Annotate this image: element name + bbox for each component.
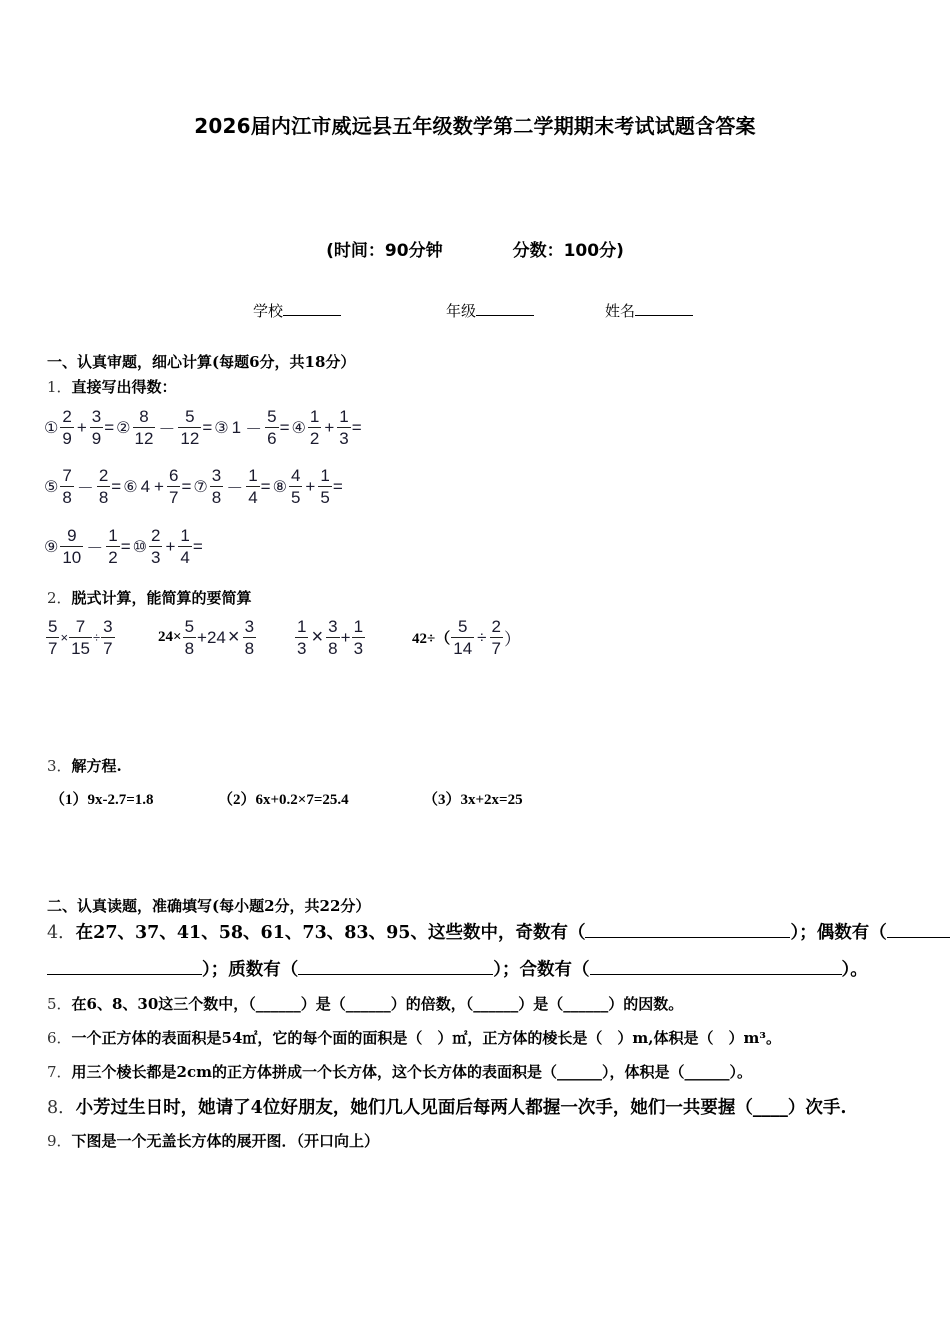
exam-time: (时间：90分钟 <box>326 241 443 261</box>
fraction: $\frac{5}{14}$ <box>453 617 473 658</box>
question-text: ）。 <box>841 960 868 980</box>
fraction: $\frac{1}{2}$ <box>108 526 118 567</box>
fraction: $\frac{5}{8}$ <box>184 617 195 658</box>
q1-item-1 <box>44 408 114 447</box>
question-number: 2． <box>47 589 72 607</box>
operator: + <box>76 417 87 437</box>
fraction: $\frac{2}{9}$ <box>62 407 72 448</box>
equals: = <box>260 476 271 496</box>
question-3 <box>47 755 122 776</box>
equals: = <box>279 417 290 437</box>
fraction: $\frac{3}{8}$ <box>244 617 255 658</box>
exam-meta <box>0 236 950 261</box>
question-text: ）；偶数有（ <box>790 923 887 943</box>
fraction: $\frac{3}{8}$ <box>328 617 338 658</box>
equals: = <box>111 476 122 496</box>
answer-blank-odd[interactable] <box>585 922 790 938</box>
operator: × <box>60 630 69 645</box>
item-marker: ⑦ <box>193 477 208 496</box>
item-marker: ② <box>116 418 131 437</box>
field-name[interactable] <box>605 300 693 321</box>
q1-row-1 <box>44 408 364 447</box>
whole-number: 4 <box>140 476 151 496</box>
expression-prefix: 24× <box>158 629 182 645</box>
question-number: 1． <box>47 378 72 396</box>
q2-expression-3 <box>294 618 366 657</box>
equals: = <box>351 417 362 437</box>
fraction: $\frac{2}{8}$ <box>98 466 109 507</box>
fraction: $\frac{3}{8}$ <box>211 466 222 507</box>
question-1 <box>47 376 177 397</box>
q1-item-4 <box>292 408 362 447</box>
fraction: $\frac{1}{5}$ <box>320 466 330 507</box>
q2-expression-1 <box>45 618 116 657</box>
section-1-heading: 一、认真审题，细心计算(每题6分，共18分） <box>47 353 356 371</box>
field-grade-label: 年级 <box>446 302 477 320</box>
q1-item-5 <box>44 467 121 506</box>
question-text: 下图是一个无盖长方体的展开图．（开口向上） <box>71 1132 380 1150</box>
expression-prefix: 42÷（ <box>412 631 451 647</box>
question-text: 在27、37、41、58、61、73、83、95、这些数中，奇数有（ <box>75 923 586 943</box>
fraction: $\frac{8}{12}$ <box>134 407 154 448</box>
fraction: $\frac{9}{10}$ <box>62 526 82 567</box>
field-school-label: 学校 <box>253 302 284 320</box>
item-marker: ⑨ <box>44 537 59 556</box>
document-title: 2026届内江市威远县五年级数学第二学期期末考试试题含答案 <box>194 114 756 138</box>
item-marker: ⑤ <box>44 477 59 496</box>
fraction: $\frac{3}{7}$ <box>103 617 113 658</box>
item-marker: ① <box>44 418 59 437</box>
fraction: $\frac{5}{7}$ <box>48 617 58 658</box>
field-name-label: 姓名 <box>605 302 636 320</box>
exam-score: 分数：100分) <box>512 241 624 261</box>
q1-item-10 <box>133 527 203 566</box>
fraction: $\frac{7}{8}$ <box>62 466 72 507</box>
question-text: ）；质数有（ <box>202 960 299 980</box>
fraction: $\frac{6}{7}$ <box>168 466 179 507</box>
field-school-blank[interactable] <box>283 301 341 316</box>
question-number: 8． <box>47 1098 76 1118</box>
equals: = <box>332 476 343 496</box>
operator: × <box>227 626 240 648</box>
question-text: ）；合数有（ <box>493 960 590 980</box>
operator: － <box>245 420 263 439</box>
question-7 <box>47 1061 752 1082</box>
q1-row-2 <box>44 467 345 506</box>
item-marker: ④ <box>291 418 306 437</box>
section-2-heading: 二、认真读题，准确填写(每小题2分，共22分） <box>47 897 371 915</box>
fraction: $\frac{3}{9}$ <box>91 407 102 448</box>
q1-item-6 <box>123 467 191 506</box>
question-number: 9． <box>47 1132 72 1150</box>
fraction: $\frac{2}{7}$ <box>491 617 501 658</box>
field-name-blank[interactable] <box>635 301 693 316</box>
question-8 <box>47 1094 846 1119</box>
question-5 <box>47 993 683 1014</box>
operator: － <box>76 479 94 498</box>
fraction: $\frac{1}{4}$ <box>180 526 190 567</box>
operator: + <box>154 476 164 496</box>
q2-expression-2 <box>158 618 257 657</box>
field-school[interactable] <box>253 300 341 321</box>
field-grade[interactable] <box>446 300 534 321</box>
question-9 <box>47 1130 379 1151</box>
fraction: $\frac{1}{3}$ <box>297 617 307 658</box>
fraction: $\frac{1}{4}$ <box>248 466 258 507</box>
question-number: 7． <box>47 1063 72 1081</box>
equals: = <box>181 476 192 496</box>
expression-suffix: ） <box>503 630 521 649</box>
q1-row-3 <box>44 527 205 566</box>
fraction: $\frac{5}{12}$ <box>180 407 200 448</box>
question-text: 一个正方体的表面积是54㎡，它的每个面的面积是（ ）㎡，正方体的棱长是（ ）m,体积是（ ）m³。 <box>71 1029 781 1047</box>
q1-item-2 <box>116 408 212 447</box>
fraction: $\frac{7}{15}$ <box>71 617 90 658</box>
fraction: $\frac{4}{5}$ <box>290 466 301 507</box>
equation-2: （2）6x+0.2×7=25.4 <box>218 792 349 808</box>
question-4-line-2 <box>47 956 868 981</box>
fraction: $\frac{2}{3}$ <box>151 526 161 567</box>
answer-blank-even[interactable] <box>887 922 950 938</box>
question-number: 3． <box>47 757 72 775</box>
q1-item-3 <box>214 408 289 447</box>
q1-item-9 <box>44 527 131 566</box>
question-2 <box>47 587 252 608</box>
question-6 <box>47 1027 781 1048</box>
q1-item-8 <box>273 467 343 506</box>
fraction: $\frac{1}{3}$ <box>339 407 349 448</box>
item-marker: ⑧ <box>272 477 287 496</box>
question-4-line-1 <box>47 919 950 944</box>
q1-item-7 <box>193 467 270 506</box>
item-marker: ③ <box>214 418 229 437</box>
operator: ÷ <box>92 630 101 645</box>
fraction: $\frac{5}{6}$ <box>267 407 277 448</box>
operator: － <box>226 479 244 498</box>
question-number: 4． <box>47 923 76 943</box>
operator: ÷ <box>477 627 487 647</box>
question-text: 在6、8、30这三个数中，（______）是（______）的倍数，（______）是（______）的因数。 <box>71 995 684 1013</box>
question-text: 脱式计算，能简算的要简算 <box>71 589 252 607</box>
equation-1: （1）9x-2.7=1.8 <box>50 792 154 808</box>
item-marker: ⑩ <box>132 537 148 556</box>
operator: － <box>158 420 176 439</box>
operator: + <box>324 417 335 437</box>
fraction: $\frac{1}{3}$ <box>353 617 364 658</box>
item-marker: ⑥ <box>123 477 138 496</box>
operator: + <box>340 627 351 647</box>
equation-3: （3）3x+2x=25 <box>423 792 523 808</box>
q2-expression-4 <box>412 618 521 657</box>
question-text: 解方程. <box>71 757 122 775</box>
question-text: 小芳过生日时，她请了4位好朋友，她们几人见面后每两人都握一次手，她们一共要握（____）次手. <box>75 1098 847 1118</box>
question-number: 6． <box>47 1029 72 1047</box>
operator: + <box>305 476 316 496</box>
operator: － <box>86 539 104 558</box>
answer-blank-even-cont[interactable] <box>47 959 202 975</box>
operator: + <box>165 536 176 556</box>
operator: × <box>311 626 324 648</box>
field-grade-blank[interactable] <box>476 301 534 316</box>
answer-blank-prime[interactable] <box>298 959 493 975</box>
equals: = <box>192 536 203 556</box>
equals: = <box>120 536 131 556</box>
question-text: 用三个棱长都是2cm的正方体拼成一个长方体，这个长方体的表面积是（______），体积是（______）。 <box>71 1063 752 1081</box>
answer-blank-composite[interactable] <box>590 959 842 975</box>
equals: = <box>202 417 213 437</box>
fraction: $\frac{1}{2}$ <box>309 407 320 448</box>
expression-middle: +24 <box>197 627 226 647</box>
whole-number: 1 <box>231 417 242 437</box>
question-text: 直接写出得数： <box>71 378 177 396</box>
equals: = <box>104 417 115 437</box>
question-number: 5． <box>47 995 72 1013</box>
